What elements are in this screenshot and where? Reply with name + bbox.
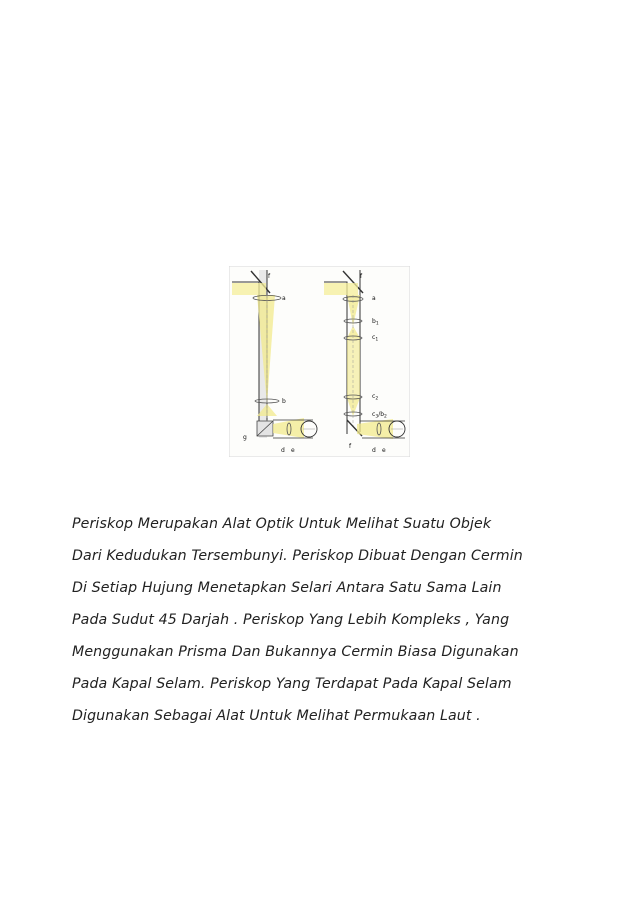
paragraph-line: Digunakan Sebagai Alat Untuk Melihat Permukaan Laut . (72, 708, 481, 724)
periscope-diagram (229, 266, 410, 457)
body-paragraph (72, 508, 572, 732)
label-g: g (243, 434, 247, 441)
periscope-diagram-svg (229, 266, 410, 457)
label-b1: $b_1$ (372, 318, 379, 327)
label-e: e (382, 447, 386, 454)
label-c1: $c_1$ (372, 334, 379, 343)
paragraph-line: Periskop Merupakan Alat Optik Untuk Melihat Suatu Objek (72, 516, 492, 532)
label-f-bottom: f (349, 443, 352, 450)
paragraph-line: Menggunakan Prisma Dan Bukannya Cermin Biasa Digunakan (72, 644, 519, 660)
paragraph-line: Dari Kedudukan Tersembunyi. Periskop Dibuat Dengan Cermin (72, 548, 523, 564)
label-f: f (268, 273, 271, 280)
paragraph-line: Pada Kapal Selam. Periskop Yang Terdapat Pada Kapal Selam (72, 676, 512, 692)
label-b: b (282, 398, 286, 405)
paragraph-line: Di Setiap Hujung Menetapkan Selari Antara Satu Sama Lain (72, 580, 502, 596)
label-d: d (281, 447, 285, 454)
label-a: a (372, 295, 376, 302)
label-c2: $c_2$ (372, 393, 379, 402)
label-f-top: f (360, 273, 363, 280)
paragraph-line: Pada Sudut 45 Darjah . Periskop Yang Lebih Kompleks , Yang (72, 612, 510, 628)
label-c3-b2: $c_3/b_2$ (372, 411, 387, 420)
label-d: d (372, 447, 376, 454)
label-a: a (282, 295, 286, 302)
label-e: e (291, 447, 295, 454)
